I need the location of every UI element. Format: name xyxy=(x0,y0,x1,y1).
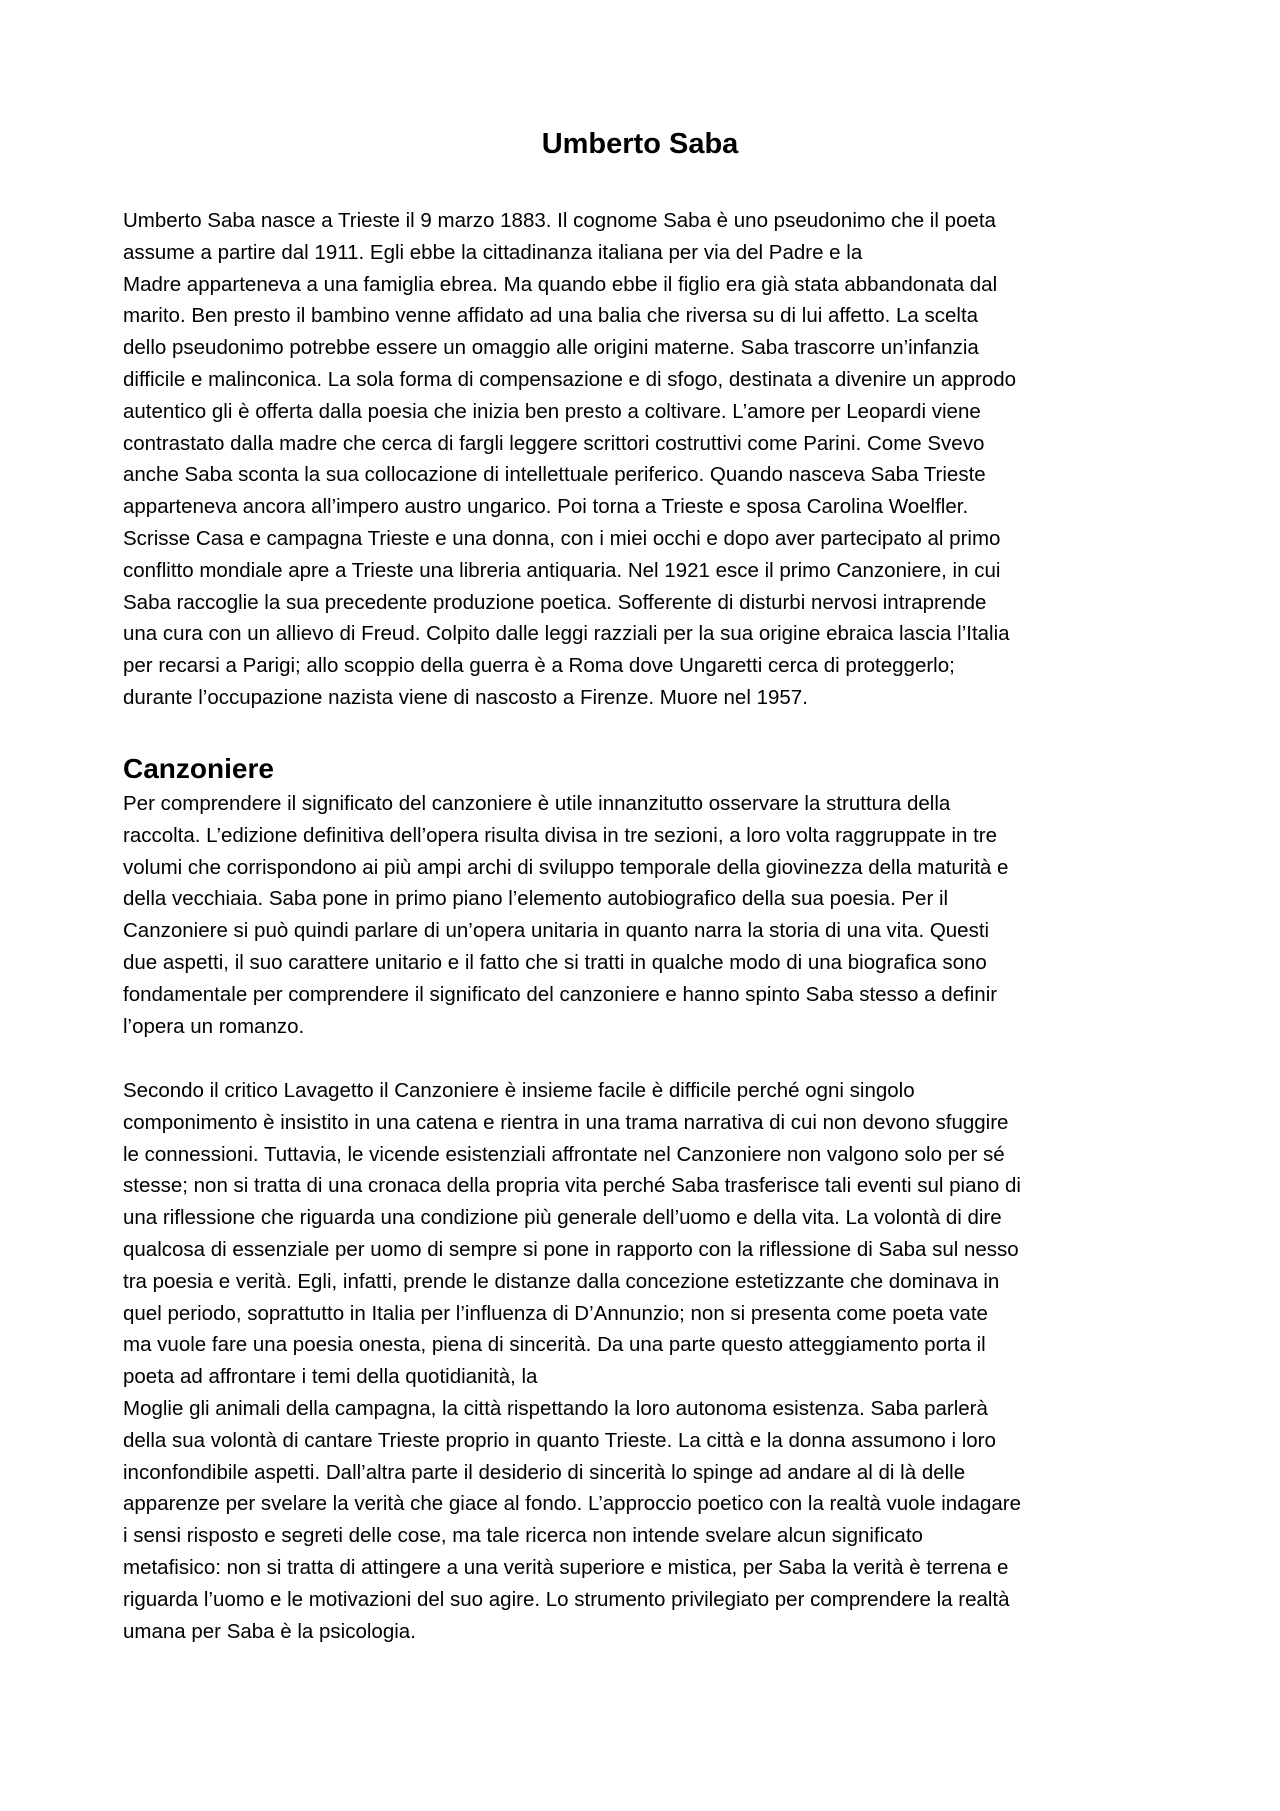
paragraph-line: apparenze per svelare la verità che giace al fondo. L’approccio poetico con la realtà vuole indagare xyxy=(123,1492,1022,1516)
paragraph-line: assume a partire dal 1911. Egli ebbe la cittadinanza italiana per via del Padre e la xyxy=(123,240,863,264)
section-paragraph-1 xyxy=(123,788,1168,1042)
document-title: Umberto Saba xyxy=(541,128,739,160)
paragraph-line: Per comprendere il significato del canzoniere è utile innanzitutto osservare la struttura della xyxy=(123,792,951,815)
paragraph-line: riguarda l’uomo e le motivazioni del suo agire. Lo strumento privilegiato per comprendere la realtà xyxy=(123,1587,1010,1611)
paragraph-line: Saba raccoglie la sua precedente produzione poetica. Sofferente di disturbi nervosi intraprende xyxy=(123,590,987,614)
paragraph-line: Scrisse Casa e campagna Trieste e una donna, con i miei occhi e dopo aver partecipato al primo xyxy=(123,526,1001,550)
paragraph-line: metafisico: non si tratta di attingere a una verità superiore e mistica, per Saba la verità è terrena e xyxy=(123,1555,1009,1579)
paragraph-line: Moglie gli animali della campagna, la città rispettando la loro autonoma esistenza. Saba parlerà xyxy=(123,1396,988,1420)
paragraph-line: apparteneva ancora all’impero austro ungarico. Poi torna a Trieste e sposa Carolina Woelfler. xyxy=(123,495,969,519)
paragraph-line: durante l’occupazione nazista viene di nascosto a Firenze. Muore nel 1957. xyxy=(123,685,808,709)
paragraph-line: difficile e malinconica. La sola forma di compensazione e di sfogo, destinata a divenire un approdo xyxy=(123,367,1017,391)
paragraph-line: ma vuole fare una poesia onesta, piena di sincerità. Da una parte questo atteggiamento porta il xyxy=(123,1333,986,1357)
paragraph-line: componimento è insistito in una catena e rientra in una trama narrativa di cui non devono sfuggire xyxy=(123,1110,1009,1134)
paragraph-line: qualcosa di essenziale per uomo di sempre si pone in rapporto con la riflessione di Saba sul nesso xyxy=(123,1237,1019,1261)
paragraph-line: quel periodo, soprattutto in Italia per l’influenza di D’Annunzio; non si presenta come poeta vate xyxy=(123,1301,988,1325)
paragraph-line: per recarsi a Parigi; allo scoppio della guerra è a Roma dove Ungaretti cerca di proteggerlo; xyxy=(123,654,955,678)
paragraph-line: Umberto Saba nasce a Trieste il 9 marzo 1883. Il cognome Saba è uno pseudonimo che il poeta xyxy=(123,209,996,232)
paragraph-line: umana per Saba è la psicologia. xyxy=(123,1619,416,1643)
paragraph-line: una riflessione che riguarda una condizione più generale dell’uomo e della vita. La volontà di dire xyxy=(123,1206,1002,1230)
paragraph-line: inconfondibile aspetti. Dall’altra parte il desiderio di sincerità lo spinge ad andare al di là delle xyxy=(123,1460,966,1484)
paragraph-line: le connessioni. Tuttavia, le vicende esistenziali affrontate nel Canzoniere non valgono solo per sé xyxy=(123,1142,1005,1166)
paragraph-line: volumi che corrispondono ai più ampi archi di sviluppo temporale della giovinezza della maturità e xyxy=(123,855,1009,879)
paragraph-line: poeta ad affrontare i temi della quotidianità, la xyxy=(123,1365,538,1389)
intro-paragraph xyxy=(123,205,1168,714)
section-paragraph-2 xyxy=(123,1075,1168,1647)
paragraph-line: l’opera un romanzo. xyxy=(123,1014,305,1038)
paragraph-line: Canzoniere si può quindi parlare di un’opera unitaria in quanto narra la storia di una vita. Questi xyxy=(123,919,990,943)
paragraph-line: raccolta. L’edizione definitiva dell’opera risulta divisa in tre sezioni, a loro volta raggruppate in tre xyxy=(123,823,998,847)
paragraph-line: contrastato dalla madre che cerca di fargli leggere scrittori costruttivi come Parini. Come Svevo xyxy=(123,431,985,455)
paragraph-line: anche Saba sconta la sua collocazione di intellettuale periferico. Quando nasceva Saba Trieste xyxy=(123,463,986,487)
paragraph-line: marito. Ben presto il bambino venne affidato ad una balia che riversa su di lui affetto. La scelta xyxy=(123,304,979,328)
paragraph-line: fondamentale per comprendere il significato del canzoniere e hanno spinto Saba stesso a definir xyxy=(123,982,998,1006)
paragraph-line: Secondo il critico Lavagetto il Canzoniere è insieme facile è difficile perché ogni singolo xyxy=(123,1079,915,1102)
paragraph-line: dello pseudonimo potrebbe essere un omaggio alle origini materne. Saba trascorre un’infanzia xyxy=(123,336,979,360)
paragraph-line: della vecchiaia. Saba pone in primo piano l’elemento autobiografico della sua poesia. Per il xyxy=(123,887,949,911)
paragraph-line: autentico gli è offerta dalla poesia che inizia ben presto a coltivare. L’amore per Leopardi viene xyxy=(123,399,981,423)
paragraph-line: tra poesia e verità. Egli, infatti, prende le distanze dalla concezione estetizzante che dominava in xyxy=(123,1269,1000,1293)
paragraph-line: Madre apparteneva a una famiglia ebrea. Ma quando ebbe il figlio era già stata abbandonata dal xyxy=(123,272,998,296)
paragraph-line: della sua volontà di cantare Trieste proprio in quanto Trieste. La città e la donna assumono i loro xyxy=(123,1428,996,1452)
section-heading: Canzoniere xyxy=(123,753,274,784)
paragraph-line: una cura con un allievo di Freud. Colpito dalle leggi razziali per la sua origine ebraica lascia l’Italia xyxy=(123,622,1010,646)
paragraph-line: stesse; non si tratta di una cronaca della propria vita perché Saba trasferisce tali eventi sul piano di xyxy=(123,1174,1021,1198)
paragraph-line: conflitto mondiale apre a Trieste una libreria antiquaria. Nel 1921 esce il primo Canzoniere, in cui xyxy=(123,558,1001,582)
paragraph-line: due aspetti, il suo carattere unitario e il fatto che si tratti in qualche modo di una biografica sono xyxy=(123,950,987,974)
paragraph-line: i sensi risposto e segreti delle cose, ma tale ricerca non intende svelare alcun significato xyxy=(123,1524,923,1548)
